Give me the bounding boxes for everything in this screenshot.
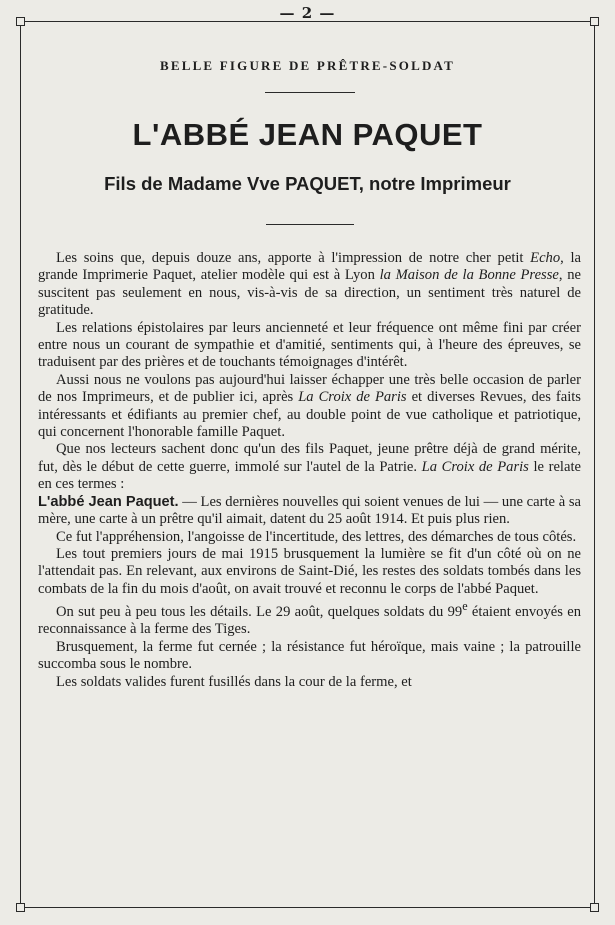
frame-corner-ornament bbox=[590, 903, 599, 912]
article-title: L'ABBÉ JEAN PAQUET bbox=[132, 117, 483, 152]
article-subtitle: Fils de Madame Vve PAQUET, notre Imprimeur bbox=[104, 173, 511, 194]
paragraph: Les soldats valides furent fusillés dans la cour de la ferme, et bbox=[56, 673, 412, 690]
paragraph: L'abbé Jean Paquet. — Les dernières nouvelles qui soient venues de lui — une carte à sa mère, une carte à un prêtre qu'il aimait, datent du 25 août 1914. Et puis plus rien. bbox=[38, 493, 582, 528]
paragraph: Aussi nous ne voulons pas aujourd'hui laisser échapper une très belle occasion de parler de nos Imprimeurs, et de publier ici, après La Croix de Paris et diverses Revues, des faits intéressants et édifiants au premier chef, au double point de vue catholique et patriotique, qui concernent l'honorable famille Paquet. bbox=[38, 371, 581, 441]
frame-corner-ornament bbox=[16, 17, 25, 26]
paragraph: On sut peu à peu tous les détails. Le 29 août, quelques soldats du 99e étaient envoyés en reconnaissance à la ferme des Tiges. bbox=[38, 599, 581, 638]
divider-rule bbox=[266, 224, 354, 225]
frame-corner-ornament bbox=[16, 903, 25, 912]
divider-rule bbox=[265, 92, 355, 93]
paragraph: Brusquement, la ferme fut cernée ; la résistance fut héroïque, mais vaine ; la patrouille succomba sous le nombre. bbox=[38, 638, 581, 673]
quoted-heading: L'abbé Jean Paquet. bbox=[38, 493, 179, 510]
paragraph: Que nos lecteurs sachent donc qu'un des fils Paquet, jeune prêtre déjà de grand mérite, fut, dès le début de cette guerre, immolé sur l'autel de la Patrie. La Croix de Paris le relate en ces termes : bbox=[38, 441, 581, 493]
paragraph: Les soins que, depuis douze ans, apporte à l'impression de notre cher petit Echo, la grande Imprimerie Paquet, atelier modèle qui est à Lyon la Maison de la Bonne Presse, ne suscitent pas seulement en nous, vis-à-vis de sa direction, un sentiment très naturel de gratitude. bbox=[38, 250, 581, 319]
article-body bbox=[38, 250, 581, 691]
frame-corner-ornament bbox=[590, 17, 599, 26]
paragraph: Les tout premiers jours de mai 1915 brusquement la lumière se fit d'un côté où on ne l'attendait pas. En relevant, aux environs de Saint-Dié, les restes des soldats tombés dans les combats de la fin du mois d'août, on avait trouvé et reconnu le corps de l'abbé Paquet. bbox=[38, 545, 581, 597]
paragraph: Ce fut l'appréhension, l'angoisse de l'incertitude, des lettres, des démarches de tous côtés. bbox=[56, 528, 577, 545]
paragraph: Les relations épistolaires par leurs ancienneté et leur fréquence ont même fini par créer entre nous un courant de sympathie et d'amitié, sentiments qui, à l'heure des épreuves, se traduisent par des prières et de touchants témoignages d'intérêt. bbox=[38, 319, 581, 371]
page-number: — 2 — bbox=[279, 4, 336, 22]
section-kicker: BELLE FIGURE DE PRÊTRE-SOLDAT bbox=[159, 58, 456, 73]
